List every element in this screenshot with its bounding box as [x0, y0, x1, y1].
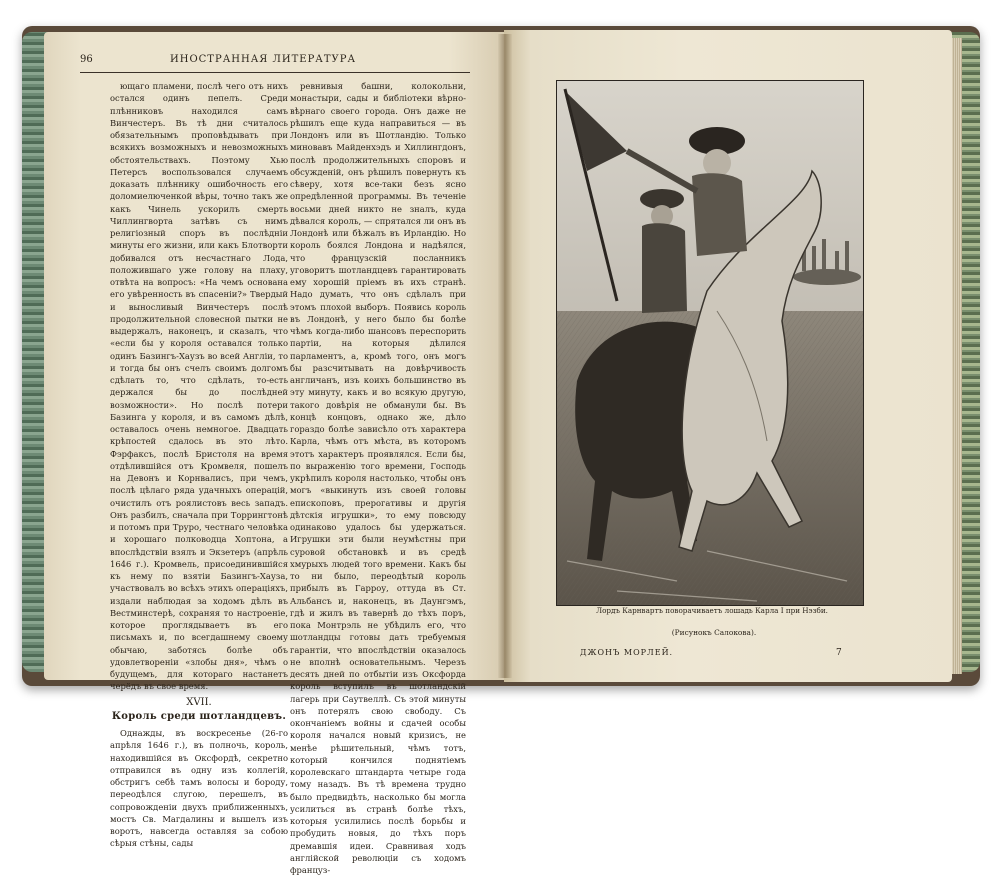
- section-number: XVII.: [186, 696, 212, 708]
- paragraph: ревнивыя башни, колокольни, монастыри, сады и библіотеки вѣрно-вѣрнаго своего города. Онъ даже не рѣшилъ еще куда направиться — въ Лондонъ или въ Шотландію. Только миновавъ Майденхэдъ и Хиллингдонъ, послѣ продолжительныхъ споровъ и обсужденій, онъ рѣшилъ повернуть къ сѣверу, хотя все-таки безъ ясно опредѣленной программы. Въ теченіе восьми дней никто не зналъ, куда дѣвался король, — спрятался ли онъ въ Лондонѣ или бѣжалъ въ Ирландію. Но король боялся Лондона и надѣялся, что французскій посланникъ уговоритъ шотландцевъ гарантировать ему хорошій пріемъ въ ихъ странѣ. Надо думать, что онъ сдѣлалъ при этомъ плохой выборъ. Появись король въ Лондонѣ, у него было бы болѣе чѣмъ когда-либо шансовъ переспорить партіи, на которыя дѣлился парламентъ, а, кромѣ того, онъ могъ бы разсчитывать на довѣрчивость англичанъ, изъ коихъ большинство въ эту минуту, какъ и во всякую другую, такого довѣрія не обманули бы. Въ концѣ концовъ, однако же, дѣло гораздо болѣе зависѣло отъ характера Карла, чѣмъ отъ мѣста, въ которомъ этотъ характеръ проявлялся. Если бы, по выраженію того времени, Господь укрѣпилъ короля настолько, чтобы онъ могъ «выкинуть изъ своей головы епископовъ, прерогативы и другія дѣтскія игрушки», то ему повсюду одинаково удалось бы удержаться. Игрушки эти были неумѣстны при суровой обстановкѣ и въ средѣ хмурыхъ людей того времени. Какъ бы то ни было, переодѣтый король прибылъ въ Гарроу, оттуда въ Ст. Альбансъ и, наконецъ, въ Даунгэмъ, гдѣ и жилъ въ тавернѣ до тѣхъ поръ, пока Монтрэль не убѣдилъ его, что шотландцы готовы дать требуемыя гарантіи, что впослѣдствіи оказалось не вполнѣ основательнымъ. Черезъ десять дней по отбытіи изъ Оксфорда король вступилъ въ шотландскій лагерь при Саутвеллѣ. Съ этой минуты онъ потерялъ свою свободу. Съ окончаніемъ войны и сдачей особы короля начался новый кризисъ, не менѣе рѣшительный, чѣмъ тотъ, который кончился поднятіемъ королевскаго штандарта четыре года тому назадъ. Въ тѣ времена трудно было предвидѣть, насколько бы могла усилиться въ странѣ болѣе тѣхъ, которыя усилились послѣ борьбы и пробудить новыя, до тѣхъ поръ дремавшія идеи. Сравнивая ходъ англійской революціи съ ходомъ француз-: [290, 81, 466, 875]
- paragraph: ющаго пламени, послѣ чего отъ нихъ остался одинъ пепелъ. Среди плѣнниковъ находился самъ Винчестеръ. Въ тѣ дни считалось обязательнымъ проповѣдывать при всякихъ возможныхъ и невозможныхъ обстоятельствахъ. Поэтому Хью Петерсъ воспользовался случаемъ доказать плѣннику ошибочность его доломиелюченкой вѣры, точно такъ же какъ Чинель ускорилъ смерть Чиллингворта затѣвъ съ нимъ религіозный споръ въ послѣдніи минуты его жизни, или какъ Блотворти добивался отъ несчастнаго Лода, положившаго уже голову на плаху, отвѣта на вопросъ: «На чемъ основана его увѣренность въ спасеніи?» Твердый и выносливый Винчестеръ послѣ продолжительной словесной пытки не выдержалъ, наконецъ, и сказалъ, что «если бы у короля оставался только одинъ Базингъ-Хаузъ во всей Англіи, то и тогда бы онъ счелъ своимъ долгомъ сдѣлать то, что сдѣлать, то-есть держался бы до послѣдней возможности». Но послѣ потери Базинга у короля, и въ самомъ дѣлѣ, оставалось очень немногое. Двадцать крѣпостей сдалось въ это лѣто. Фэрфаксъ, послѣ Бристоля на время отдѣлившійся отъ Кромвеля, пошелъ на Девонъ и Корнвалисъ, при чемъ, послѣ цѣлаго ряда удачныхъ операцій, очистилъ отъ роялистовъ весь западъ. Онъ разбилъ, сначала при Торрингтонѣ и потомъ при Труро, честнаго человѣка и хорошаго полководца Хоптона, а впослѣдствіи взялъ и Экзетеръ (апрѣль 1646 г.). Кромвель, присоединившійся къ нему по взятіи Базингъ-Хауза, участвовалъ во всѣхъ этихъ операціяхъ, издали наблюдая за ходомъ дѣлъ въ Вестминстерѣ, сохраняя то настроеніе, которое проглядываетъ въ его письмахъ и, по всегдашнему своему обычаю, заботясь болѣе объ удовлетвореніи «злобы дня», чѣмъ о будущемъ, для котораго настанетъ черёдъ въ свое время.: [110, 81, 288, 692]
- text-column-right: [290, 80, 466, 876]
- left-page-number: 96: [80, 54, 93, 65]
- header-rule: [80, 72, 470, 73]
- book-gutter: [498, 34, 512, 678]
- page-stack: [952, 38, 962, 674]
- footer-author: ДЖОНЪ МОРЛЕЙ.: [580, 648, 674, 657]
- journal-title: ИНОСТРАННАЯ ЛИТЕРАТУРА: [170, 54, 357, 65]
- engraving-illustration: [557, 81, 863, 605]
- section-title: Король среди шотландцевъ.: [111, 710, 287, 722]
- illustration-caption: Лордъ Карнвартъ поворачиваетъ лошадь Карла I при Нэзби.: [596, 606, 828, 615]
- text-column-left: [110, 80, 288, 850]
- running-head: [80, 54, 470, 74]
- illustration-plate: [556, 80, 864, 606]
- right-page-number: 7: [836, 648, 842, 658]
- paragraph: Однажды, въ воскресенье (26-го апрѣля 1646 г.), въ полночь, король, находившійся въ Оксфордѣ, секретно отправился въ одну изъ коллегій, обстригъ себѣ тамъ волосы и бороду, переодѣлся слугою, перешелъ, въ сопровожденіи двухъ приближенныхъ, мостъ Св. Магдалины и вышелъ изъ воротъ, навсегда оставляя за собою сѣрыя стѣны, сады: [110, 728, 288, 849]
- illustration-credit: (Рисунокъ Салокова).: [671, 628, 757, 637]
